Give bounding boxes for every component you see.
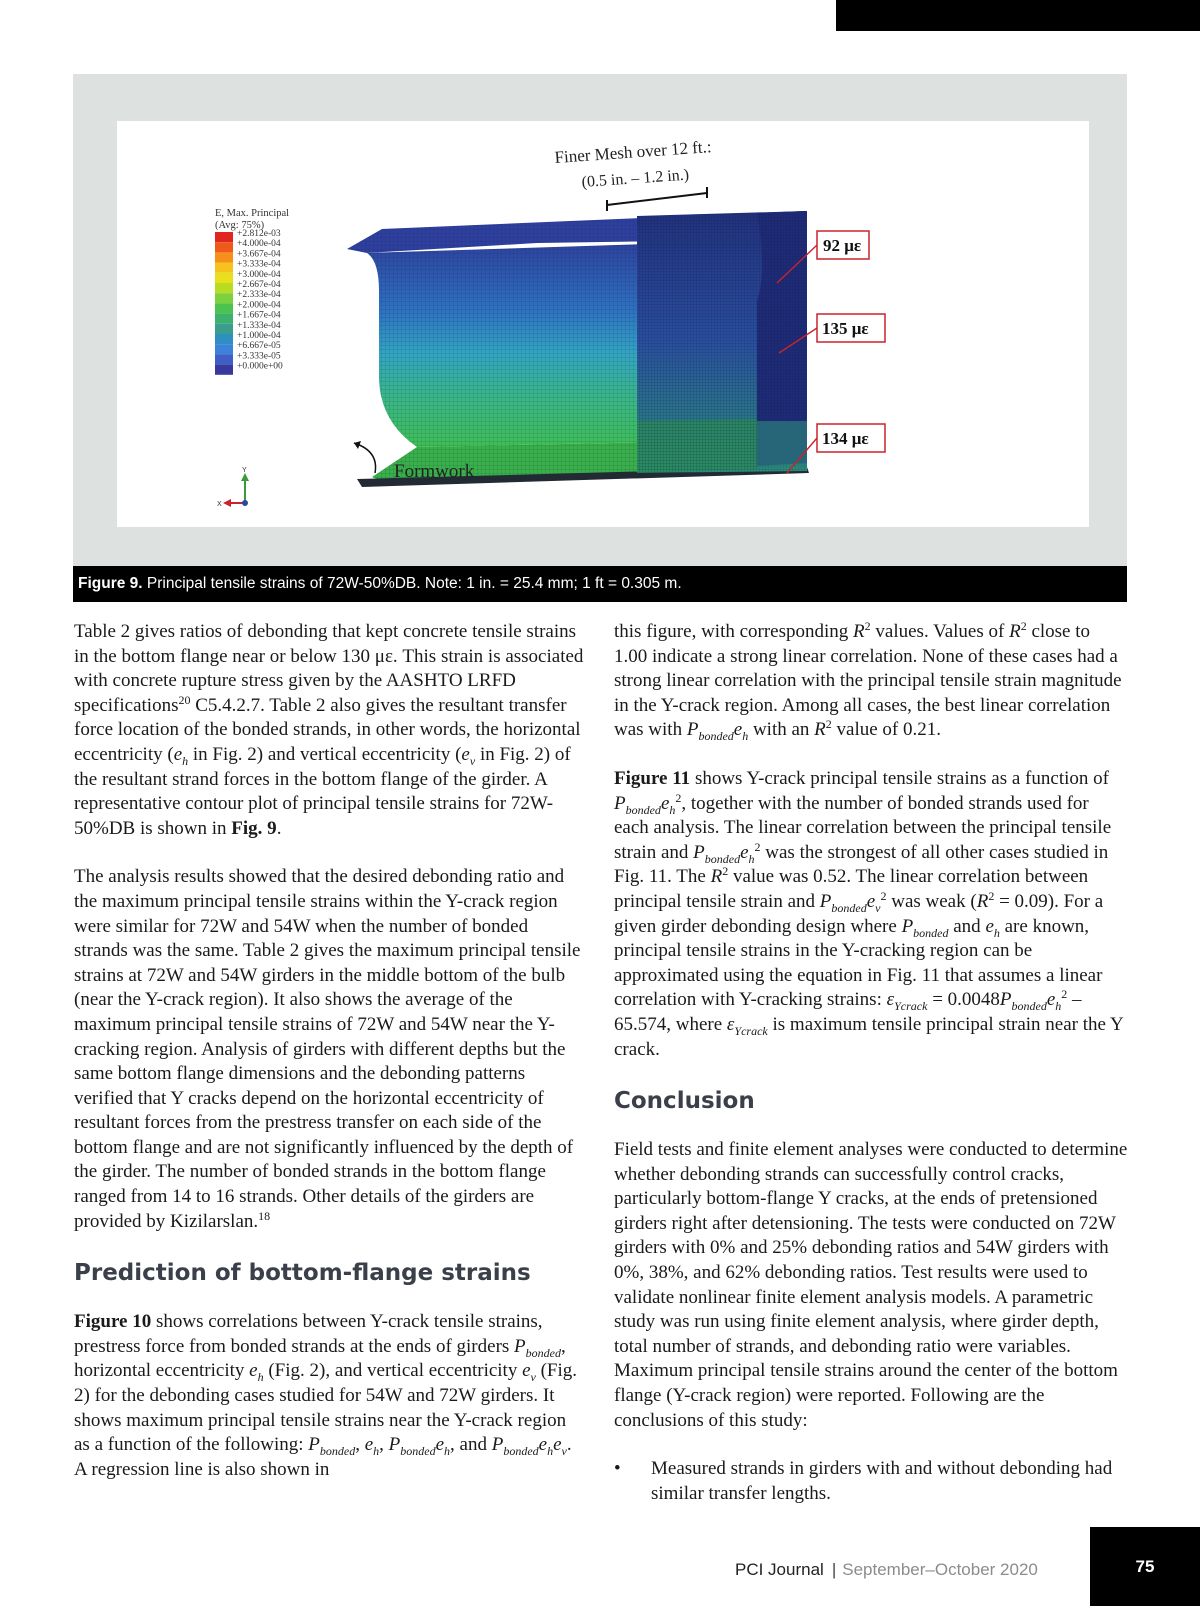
axis-triad: [217, 467, 249, 508]
legend-subtitle: (Avg: 75%): [215, 220, 265, 231]
strain-legend: [215, 208, 289, 375]
header-bar: [836, 0, 1200, 31]
formwork-label: Formwork: [394, 461, 475, 482]
girder-end-section: [637, 211, 807, 473]
legend-value: +2.000e-04: [237, 300, 281, 311]
footer: PCI Journal | September–October 2020: [735, 1560, 1038, 1579]
legend-swatch: [215, 314, 233, 324]
figure-9-caption: [73, 566, 1127, 602]
legend-swatch: [215, 283, 233, 293]
list-item: • Measured strands in girders with and without debonding had similar transfer lengths.: [614, 1457, 1128, 1506]
legend-value: +2.667e-04: [237, 280, 281, 290]
legend-value: +3.333e-04: [237, 259, 281, 270]
heading-prediction: Prediction of bottom-flange strains: [74, 1260, 531, 1287]
mesh-label-line2: (0.5 in. – 1.2 in.): [581, 166, 690, 191]
legend-swatch: [215, 365, 233, 375]
legend-value: +3.667e-04: [237, 249, 281, 260]
page-number: 75: [1090, 1527, 1200, 1606]
paragraph-figure-11: Figure 11 shows Y-crack principal tensile strains as a function of $P_{bonded}e_h^2$, together with the number of bonded strands used for each analysis. The linear correlation between the principal tensile strain and $P_{bonded}e_h^2$ was the strongest of all other cases studied in Fig. 11. The $R^2$ value was 0.52. The linear correlation between principal tensile strain and $P_{bonded}e_v^2$ was weak $(R^2 = 0.09)$. For a given girder debonding design where $P_{bonded}$ and $e_h$ are known, principal tensile strains in the Y-cracking region can be approximated using the equation in Fig. 11 that assumes a linear correlation with Y-cracking strains: $\varepsilon_{Ycrack} = 0.0048P_{bonded}e_h^2 - 65.574$, where $\varepsilon_{Ycrack}$ is maximum tensile principal strain near the Y crack.: [614, 767, 1124, 1060]
legend-swatch: [215, 324, 233, 334]
issue-date: September–October 2020: [842, 1560, 1038, 1579]
paragraph-analysis-results: The analysis results showed that the desired debonding ratio and the maximum principal tensile strains within the Y-crack region were similar for 72W and 54W when the number of bonded strands was the same. Table 2 gives the maximum principal tensile strains at 72W and 54W girders in the middle bottom of the bulb (near the Y-crack region). It also shows the average of the maximum principal tensile strains of 72W and 54W near the Y-cracking region. Analysis of girders with different depths but the same bottom flange dimensions and the debonding patterns verified that Y cracks depend on the horizontal eccentricity of resultant forces from the prestress transfer on each side of the bottom flange and are not significantly influenced by the depth of the girder. The number of bonded strands in the bottom flange ranged from 14 to 16 strands. Other details of the girders are provided by Kizilarslan.$^{18}$: [74, 866, 581, 1232]
figure-9-image: [117, 121, 1089, 527]
finer-mesh-annotation: [554, 137, 712, 211]
left-column: [74, 620, 586, 1506]
legend-value: +1.333e-04: [237, 320, 281, 331]
paragraph-r2-values: this figure, with corresponding $R^2$ values. Values of $R^2$ close to 1.00 indicate a strong linear correlation. None of these cases had a strong linear correlation with the principal tensile strain magnitude in the Y-crack region. Among all cases, the best linear correlation was with $P_{bonded}e_h$ with an $R^2$ value of 0.21.: [614, 619, 1122, 744]
legend-swatch: [215, 293, 233, 303]
legend-swatch: [215, 334, 233, 344]
caption-text: Principal tensile strains of 72W-50%DB. Note: 1 in. = 25.4 mm; 1 ft = 0.305 m.: [142, 575, 682, 592]
paragraph-table-2: Table 2 gives ratios of debonding that kept concrete tensile strains in the bottom flange near or below 130 με. This strain is associated with concrete rupture stress given by the AASHTO LRFD specifications$^{20}$ C5.4.2.7. Table 2 also gives the resultant transfer force location of the bonded strands, in other words, the horizontal eccentricity ($e_h$ in Fig. 2) and vertical eccentricity ($e_v$ in Fig. 2) of the resultant strand forces in the bottom flange of the girder. A representative contour plot of principal tensile strains for 72W-50%DB is shown in Fig. 9.: [74, 621, 584, 839]
legend-swatch: [215, 263, 233, 273]
legend-swatch: [215, 242, 233, 252]
right-column: [614, 620, 1128, 1506]
paragraph-figure-10: Figure 10 shows correlations between Y-crack tensile strains, prestress force from bonded strands at the ends of girders $P_{bonded}$, horizontal eccentricity $e_h$ (Fig. 2), and vertical eccentricity $e_v$ (Fig. 2) for the debonding cases studied for 54W and 72W girders. It shows maximum principal tensile strains near the Y-crack region as a function of the following: $P_{bonded}$, $e_h$, $P_{bonded}e_h$, and $P_{bonded}e_he_v$. A regression line is also shown in: [74, 1311, 578, 1480]
callout-2-value: 135 με: [822, 319, 869, 338]
legend-swatch: [215, 354, 233, 364]
legend-title: E, Max. Principal: [215, 208, 290, 219]
legend-value: +1.000e-04: [237, 331, 281, 341]
mesh-label-line1: Finer Mesh over 12 ft.:: [553, 137, 713, 167]
legend-value: +0.000e+00: [237, 361, 283, 372]
legend-swatch: [215, 273, 233, 283]
axis-y-label: Y: [242, 467, 247, 474]
legend-value: +3.000e-04: [237, 269, 281, 280]
heading-conclusion: Conclusion: [614, 1088, 755, 1115]
axis-x-label: X: [217, 501, 222, 508]
legend-swatch: [215, 232, 233, 242]
legend-value: +2.812e-03: [237, 229, 281, 239]
legend-value: +1.667e-04: [237, 310, 281, 321]
legend-value: +4.000e-04: [237, 239, 281, 250]
legend-value: +3.333e-05: [237, 351, 281, 362]
legend-swatch: [215, 303, 233, 313]
callout-3-value: 134 με: [822, 429, 869, 448]
journal-name: PCI Journal: [735, 1560, 824, 1579]
paragraph-conclusion: Field tests and finite element analyses were conducted to determine whether debonding strands can successfully control cracks, particularly bottom-flange Y cracks, at the ends of pretensioned girders right after detensioning. The tests were conducted on 72W girders with 0% and 25% debonding ratios and 54W girders with 0%, 38%, and 62% debonding ratios. Test results were used to validate nonlinear finite element analysis models. A parametric study was run using finite element analysis, where girder depth, total number of strands, and debonding ratio were variables. Maximum principal tensile strains around the center of the bottom flange (Y-crack region) were reported. Following are the conclusions of this study:: [614, 1139, 1128, 1431]
legend-swatch: [215, 344, 233, 354]
caption-label: Figure 9.: [78, 575, 143, 592]
legend-value: +2.333e-04: [237, 290, 281, 301]
legend-swatch: [215, 252, 233, 262]
legend-value: +6.667e-05: [237, 341, 281, 352]
callout-1-value: 92 με: [823, 236, 862, 255]
conclusion-list: [614, 1457, 1128, 1506]
